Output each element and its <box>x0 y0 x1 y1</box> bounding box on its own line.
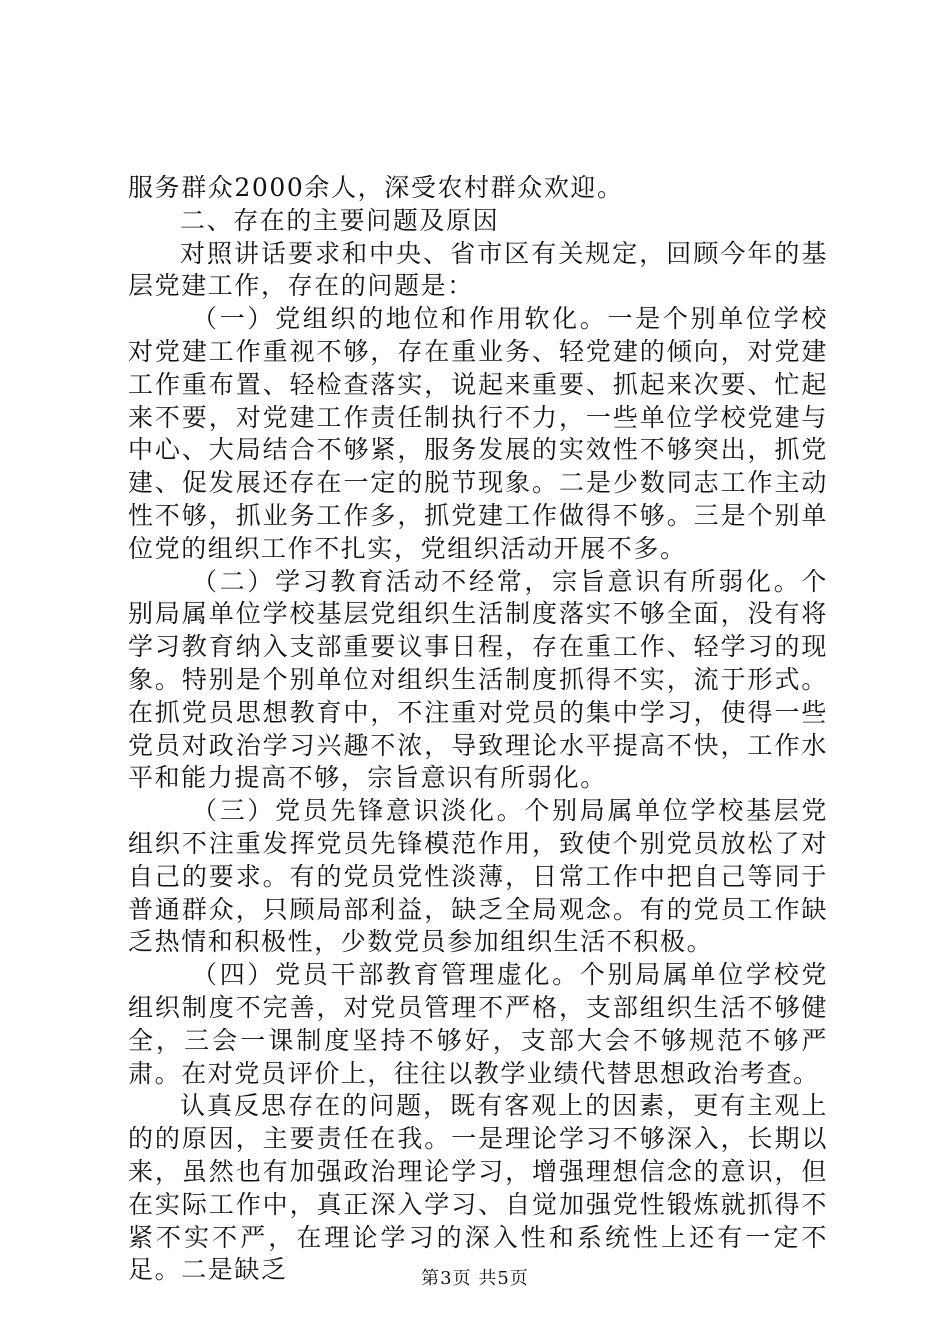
paragraph-issue-3: （三）党员先锋意识淡化。个别局属单位学校基层党组织不注重发挥党员先锋模范作用，致使个别党员放松了对自己的要求。有的党员党性淡薄，日常工作中把自己等同于普通群众，只顾局部利益，缺乏全局观念。有的党员工作缺乏热情和积极性，少数党员参加组织生活不积极。 <box>128 796 828 957</box>
paragraph-continuation: 服务群众2000余人，深受农村群众欢迎。 <box>128 173 624 202</box>
paragraph-issue-4: （四）党员干部教育管理虚化。个别局属单位学校党组织制度不完善，对党员管理不严格，支部组织生活不够健全，三会一课制度坚持不够好，支部大会不够规范不够严肃。在对党员评价上，往往以教学业绩代替思想政治考查。 <box>128 960 828 1088</box>
paragraph-issue-2: （二）学习教育活动不经常，宗旨意识有所弱化。个别局属单位学校基层党组织生活制度落实不够全面，没有将学习教育纳入支部重要议事日程，存在重工作、轻学习的现象。特别是个别单位对组织生活制度抓得不实，流于形式。在抓党员思想教育中，不注重对党员的集中学习，使得一些党员对政治学习兴趣不浓，导致理论水平提高不快，工作水平和能力提高不够，宗旨意识有所弱化。 <box>128 566 828 793</box>
section-heading: 二、存在的主要问题及原因 <box>180 205 500 235</box>
page-number-footer: 第3页 共5页 <box>421 1268 529 1289</box>
paragraph-intro: 对照讲话要求和中央、省市区有关规定，回顾今年的基层党建工作，存在的问题是： <box>128 238 828 301</box>
paragraph-reflection: 认真反思存在的问题，既有客观上的因素，更有主观上的的原因，主要责任在我。一是理论学习不够深入，长期以来，虽然也有加强政治理论学习，增强理想信念的意识，但在实际工作中，真正深入学习、自觉加强党性锻炼就抓得不紧不实不严，在理论学习的深入性和系统性上还有一定不足。二是缺乏 <box>128 1091 828 1285</box>
document-body <box>128 172 828 1287</box>
paragraph-issue-1: （一）党组织的地位和作用软化。一是个别单位学校对党建工作重视不够，存在重业务、轻党建的倾向，对党建工作重布置、轻检查落实，说起来重要、抓起来次要、忙起来不要，对党建工作责任制执行不力，一些单位学校党建与中心、大局结合不够紧，服务发展的实效性不够突出，抓党建、促发展还存在一定的脱节现象。二是少数同志工作主动性不够，抓业务工作多，抓党建工作做得不够。三是个别单位党的组织工作不扎实，党组织活动开展不多。 <box>128 304 828 563</box>
